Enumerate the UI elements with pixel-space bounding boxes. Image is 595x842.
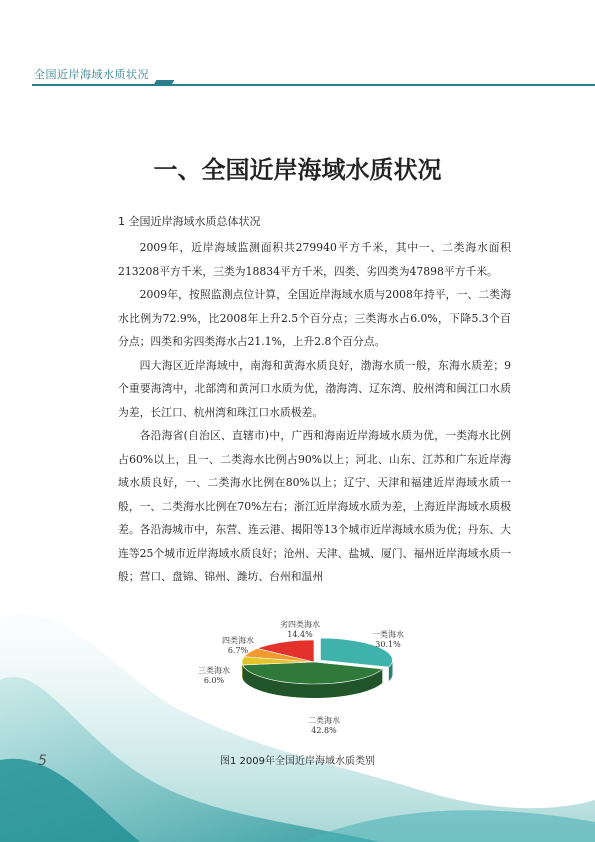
pie-chart [190, 610, 430, 760]
paragraph-2: 2009年，按照监测点位计算，全国近岸海域水质与2008年持平，一、二类海水比例为72.9%，比2008年上升2.5个百分点；三类海水占6.0%，下降5.3个百分点；四类和劣四类海水占21.1%，上升2.8个百分点。 [118, 288, 511, 348]
label-class1 [372, 630, 404, 650]
label-class2-value: 42.8% [311, 726, 337, 735]
label-class3-name: 三类海水 [198, 666, 230, 675]
page-number: 5 [38, 753, 47, 769]
label-class5-name: 劣四类海水 [280, 620, 320, 629]
label-class1-value: 30.1% [375, 640, 401, 649]
paragraph-3: 四大海区近岸海域中，南海和黄海水质良好，渤海水质一般，东海水质差；9个重要海湾中，北部湾和黄河口水质为优，渤海湾、辽东湾、胶州湾和闽江口水质为差，长江口、杭州湾和珠江口水质极差。 [118, 358, 511, 419]
figure-caption: 图1 2009年全国近岸海域水质类别 [220, 756, 375, 767]
label-class4-value: 6.7% [227, 646, 249, 655]
label-class2-name: 二类海水 [308, 716, 340, 725]
body-text [118, 236, 511, 589]
label-class4-name: 四类海水 [222, 636, 254, 645]
header-rule [32, 84, 595, 86]
paragraph-4: 各沿海省(自治区、直辖市)中，广西和海南近岸海域水质为优，一类海水比例占60%以上，且一、二类海水比例占90%以上；河北、山东、江苏和广东近岸海域水质良好，一、二类海水比例在80%以上；辽宁、天津和福建近岸海域水质一般，一、二类海水比例在70%左右；浙江近岸海域水质为差，上海近岸海域水质极差。各沿海城市中，东营、连云港、揭阳等13个城市近岸海域水质为优；丹东、大连等25个城市近岸海域水质良好；沧州、天津、盐城、厦门、福州近岸海域水质一般；营口、盘锦、锦州、潍坊、台州和温州 [118, 429, 511, 583]
label-class2 [308, 716, 340, 736]
paragraph-1: 2009年，近岸海域监测面积共279940平方千米，其中一、二类海水面积213208平方千米，三类为18834平方千米，四类、劣四类为47898平方千米。 [118, 241, 511, 278]
label-class4 [222, 636, 254, 656]
label-class5-value: 14.4% [287, 630, 313, 639]
label-class3 [198, 666, 230, 686]
chapter-title: 一、全国近岸海域水质状况 [153, 155, 442, 184]
section-heading: 1 全国近岸海域水质总体状况 [118, 215, 261, 228]
label-class5 [280, 620, 320, 640]
label-class3-value: 6.0% [203, 676, 225, 685]
running-title: 全国近岸海域水质状况 [34, 68, 149, 81]
label-class1-name: 一类海水 [372, 630, 404, 639]
